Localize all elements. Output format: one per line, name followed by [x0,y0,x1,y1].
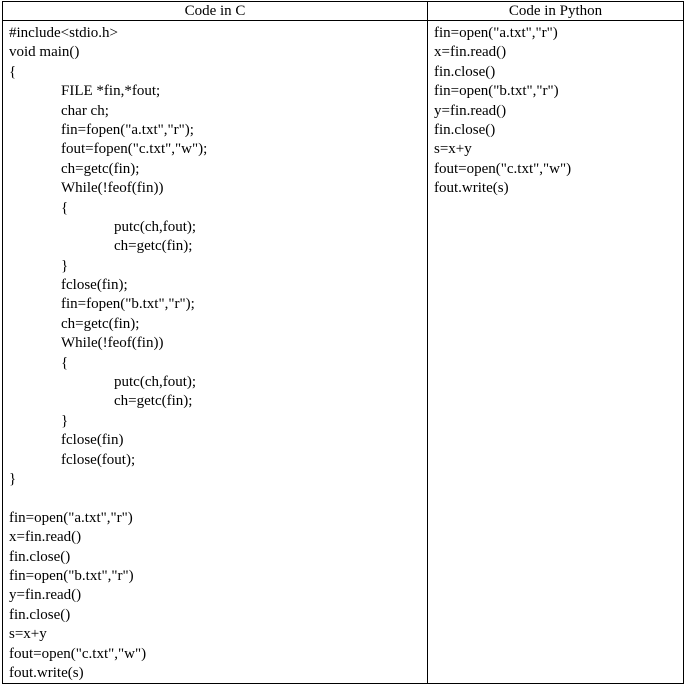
python-code-cell [428,21,684,684]
code-row [3,21,684,684]
python-code-line: s=x+y [434,141,472,158]
c-code-line: fclose(fout); [61,451,136,468]
python-code-line: fout=open("c.txt","w") [434,160,572,177]
c-code-line: ch=getc(fin); [114,238,193,255]
c-code-cell [3,21,428,684]
c-code-line: putc(ch,fout); [114,218,197,235]
c-code-line: void main() [9,44,80,61]
c-code-line: ch=getc(fin); [114,393,193,410]
c-code-line: fin=open("a.txt","r") [9,509,133,526]
python-code-line: fin.close() [434,121,496,138]
c-code-line: fin=fopen("b.txt","r"); [61,296,195,313]
python-code-line: y=fin.read() [434,102,507,119]
c-code-line: While(!feof(fin)) [61,180,164,197]
c-code-line: } [61,257,69,274]
c-code-line: { [9,63,17,80]
code-comparison-table [2,1,684,684]
python-code-line: x=fin.read() [434,44,507,61]
c-code-line: } [9,470,17,487]
c-code-line: char ch; [61,102,109,119]
header-row [3,2,684,21]
c-code-line: y=fin.read() [9,587,82,604]
c-code-line: fout=fopen("c.txt","w"); [61,141,208,158]
c-code-header: Code in C [3,2,428,21]
c-code-line: ch=getc(fin); [61,315,140,332]
c-code-line: fclose(fin); [61,277,128,294]
c-code-line: fout.write(s) [9,664,84,681]
c-code-line: { [61,354,69,371]
python-code-line: fin.close() [434,63,496,80]
c-code-line: s=x+y [9,626,47,643]
c-code-line: While(!feof(fin)) [61,335,164,352]
c-code-line: ch=getc(fin); [61,160,140,177]
c-code-line: { [61,199,69,216]
c-code-line [9,489,427,508]
c-code-line: fin=open("b.txt","r") [9,567,134,584]
c-code-block [9,24,427,683]
c-code-line: FILE *fin,*fout; [61,83,161,100]
c-code-line: fin.close() [9,548,71,565]
python-code-line: fin=open("a.txt","r") [434,25,558,41]
c-code-line: fin=fopen("a.txt","r"); [61,121,194,138]
c-code-line: fclose(fin) [61,432,124,449]
python-code-header: Code in Python [428,2,684,21]
c-code-line: #include<stdio.h> [9,25,118,41]
python-code-line: fin=open("b.txt","r") [434,83,559,100]
c-code-line: } [61,412,69,429]
c-code-line: x=fin.read() [9,529,82,546]
c-code-line: fout=open("c.txt","w") [9,645,147,662]
c-code-line: fin.close() [9,606,71,623]
python-code-line: fout.write(s) [434,180,509,197]
python-code-block [434,24,683,199]
c-code-line: putc(ch,fout); [114,374,197,391]
